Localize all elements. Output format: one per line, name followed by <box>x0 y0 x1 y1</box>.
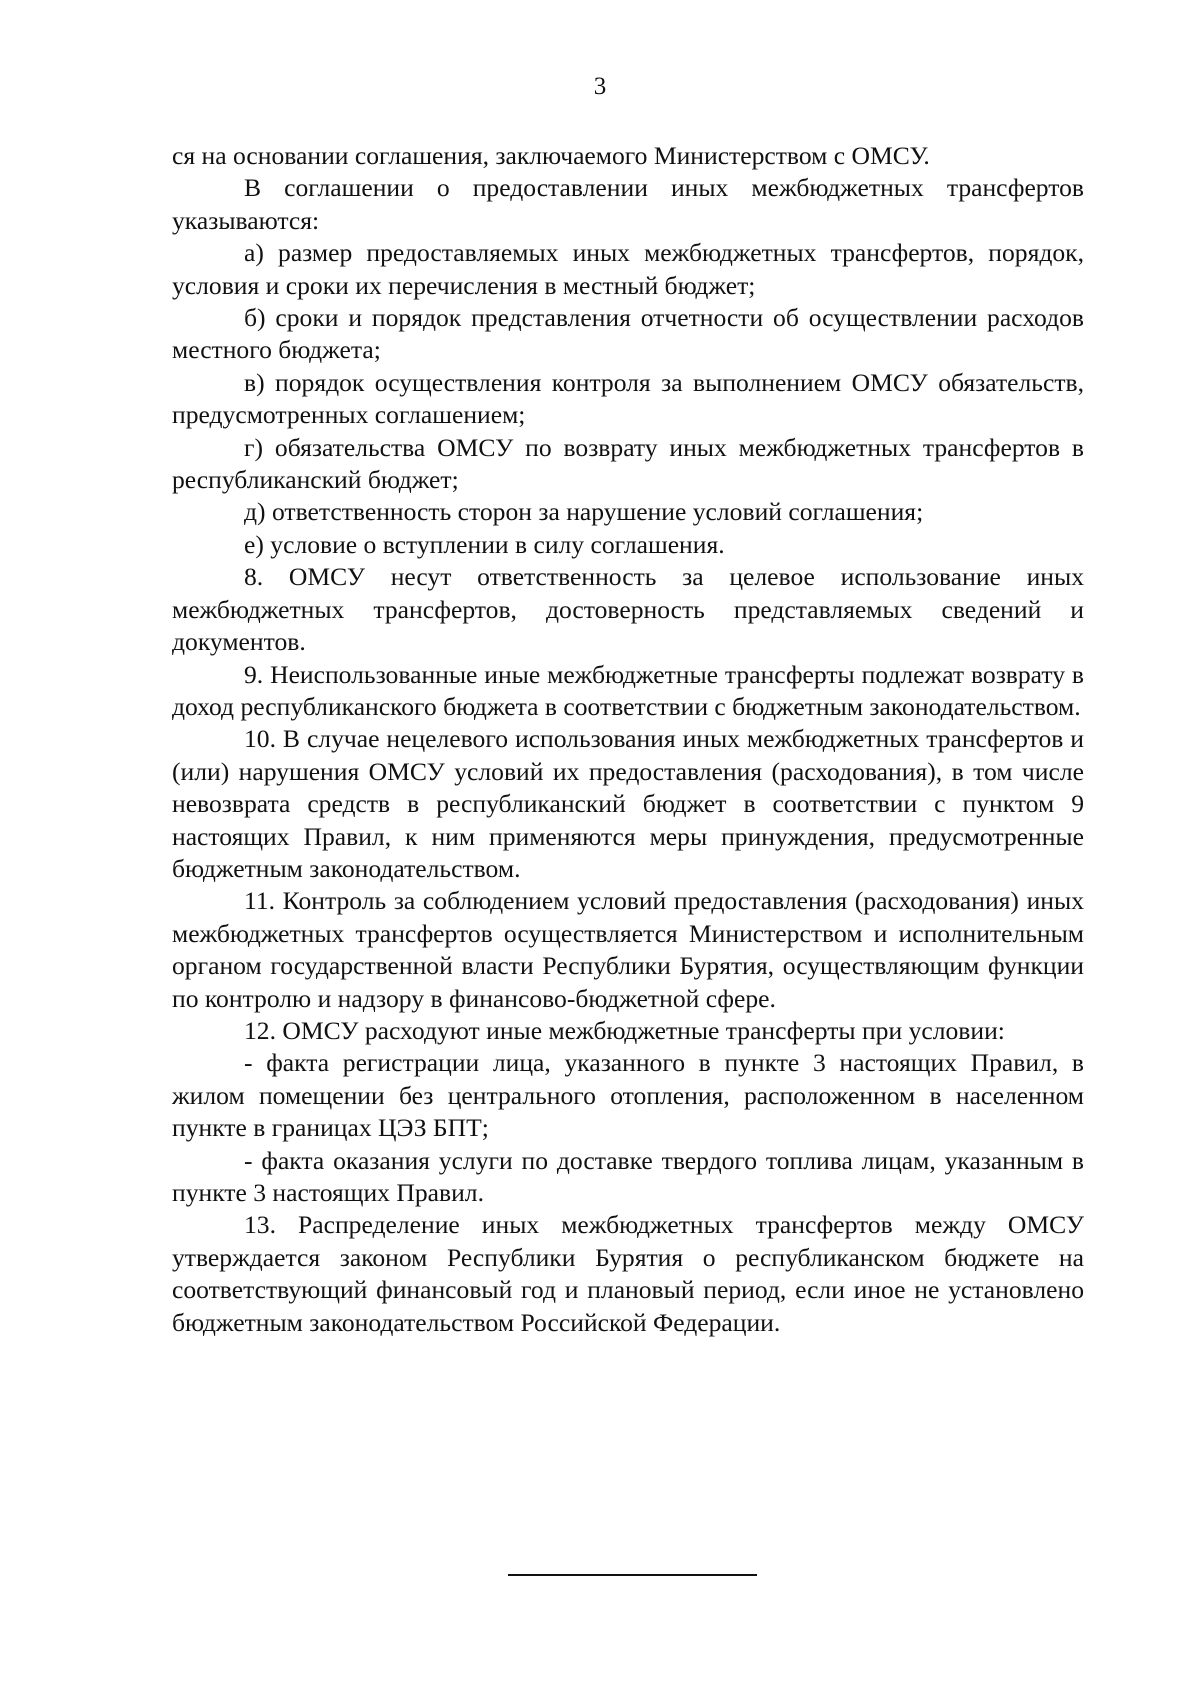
list-item-e: е) условие о вступлении в силу соглашения. <box>244 529 725 559</box>
paragraph-agreement-intro: В соглашении о предоставлении иных межбюджетных трансфертов указываются: <box>172 173 1084 235</box>
list-item-g: г) обязательства ОМСУ по возврату иных межбюджетных трансфертов в республиканский бюджет; <box>172 432 1084 495</box>
condition-item-2: - факта оказания услуги по доставке твердого топлива лицам, указанным в пункте 3 настоящих Правил. <box>172 1145 1084 1207</box>
list-item-b: б) сроки и порядок представления отчетности об осуществлении расходов местного бюджета; <box>172 303 1084 365</box>
paragraph-continuation: ся на основании соглашения, заключаемого Министерством с ОМСУ. <box>172 141 930 170</box>
paragraph-12: 12. ОМСУ расходуют иные межбюджетные трансферты при условии: <box>244 1015 1005 1045</box>
paragraph-13: 13. Распределение иных межбюджетных трансфертов между ОМСУ утверждается законом Республики Бурятия о республиканском бюджете на соответствующий финансовый год и плановый период, если иное не установлено бюджетным законодательством Российской Федерации. <box>172 1210 1084 1337</box>
document-body <box>172 140 1084 1339</box>
list-item-d: д) ответственность сторон за нарушение условий соглашения; <box>244 497 924 527</box>
list-item-v: в) порядок осуществления контроля за выполнением ОМСУ обязательств, предусмотренных соглашением; <box>172 367 1084 430</box>
paragraph-9: 9. Неиспользованные иные межбюджетные трансферты подлежат возврату в доход республиканского бюджета в соответствии с бюджетным законодательством. <box>172 659 1084 721</box>
condition-item-1: - факта регистрации лица, указанного в пункте 3 настоящих Правил, в жилом помещении без центрального отопления, расположенном в населенном пункте в границах ЦЭЗ БПТ; <box>172 1048 1084 1143</box>
page-number: 3 <box>593 73 607 100</box>
end-of-document-rule <box>508 1574 757 1576</box>
list-item-a: а) размер предоставляемых иных межбюджетных трансфертов, порядок, условия и сроки их перечисления в местный бюджет; <box>172 238 1084 300</box>
paragraph-8: 8. ОМСУ несут ответственность за целевое использование иных межбюджетных трансфертов, достоверность представляемых сведений и документов. <box>172 562 1084 657</box>
paragraph-11: 11. Контроль за соблюдением условий предоставления (расходования) иных межбюджетных трансфертов осуществляется Министерством и исполнительным органом государственной власти Республики Бурятия, осуществляющим функции по контролю и надзору в финансово-бюджетной сфере. <box>172 886 1084 1013</box>
paragraph-10: 10. В случае нецелевого использования иных межбюджетных трансфертов и (или) нарушения ОМСУ условий их предоставления (расходования), в том числе невозврата средств в республиканский бюджет в соответствии с пунктом 9 настоящих Правил, к ним применяются меры принуждения, предусмотренные бюджетным законодательством. <box>172 724 1084 883</box>
